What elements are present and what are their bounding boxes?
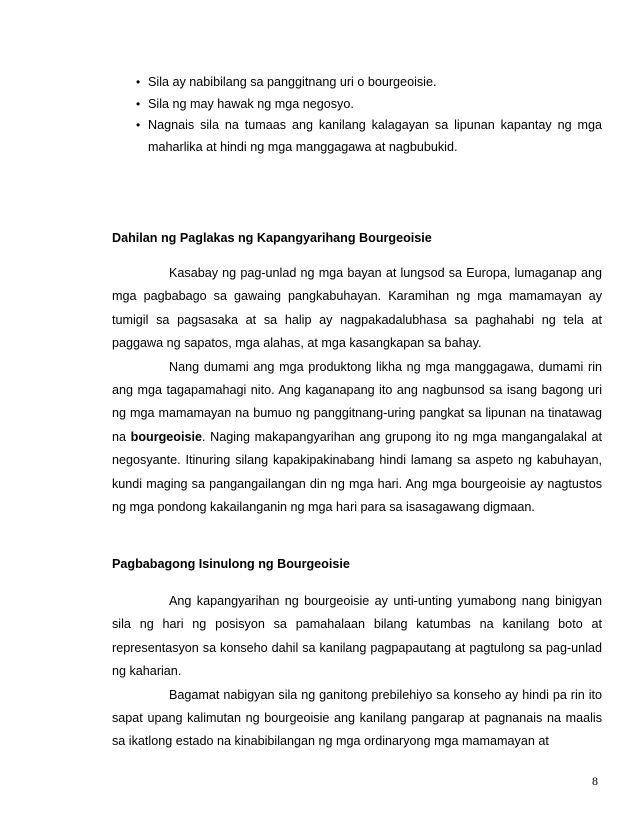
paragraph: Ang kapangyarihan ng bourgeoisie ay unti-unting yumabong nang binigyan sila ng hari ng posisyon sa pamahalaan bilang katumbas na kanilang boto at representasyon sa konseho dahil sa kanilang pagpapautang at pagtulong sa pag-unlad ng kaharian. <box>112 594 602 679</box>
section-heading: Pagbabagong Isinulong ng Bourgeoisie <box>112 557 350 571</box>
bullet-text: Nagnais sila na tumaas ang kanilang kalagayan sa lipunan kapantay ng mga maharlika at hindi ng mga manggagawa at nagbubukid. <box>148 118 602 154</box>
list-item <box>136 72 602 94</box>
list-item <box>136 94 602 116</box>
section-heading: Dahilan ng Paglakas ng Kapangyarihang Bourgeoisie <box>112 231 432 245</box>
paragraph-text: Nang dumami ang mga produktong likha ng mga manggagawa, dumami rin ang mga tagapamahagi nito. Ang kaganapang ito ang nagbunsod sa isang bagong uri ng mga mamamayan na bumuo ng panggitnang-uring pangkat sa lipunan na tinatawag na <box>112 359 602 444</box>
list-item <box>136 115 602 158</box>
paragraph <box>112 356 602 520</box>
paragraph-text: . Naging makapangyarihan ang grupong ito ng mga mangangalakal at negosyante. Itinuring silang kapakipakinabang hindi lamang sa aspeto ng kabuhayan, kundi maging sa pangangailangan din ng mga hari. Ang mga bourgeoisie ay nagtustos ng mga pondong kakailanganin ng mga hari para sa isasagawang digmaan. <box>112 429 602 515</box>
section-body <box>112 590 602 754</box>
paragraph: Bagamat nabigyan sila ng ganitong prebilehiyo sa konseho ay hindi pa rin ito sapat upang kalimutan ng bourgeoisie ang kanilang pangarap at pagnanais na maalis sa ikatlong estado na kinabibilangan ng mga ordinaryong mga mamamayan at <box>112 687 602 749</box>
bullet-icon: • <box>136 75 141 89</box>
bullet-text: Sila ay nabibilang sa panggitnang uri o bourgeoisie. <box>148 75 437 89</box>
bullet-list <box>136 72 602 158</box>
section-body <box>112 262 602 519</box>
bullet-icon: • <box>136 118 141 132</box>
bullet-text: Sila ng may hawak ng mga negosyo. <box>148 96 354 111</box>
bullet-icon: • <box>136 96 141 111</box>
paragraph: Kasabay ng pag-unlad ng mga bayan at lungsod sa Europa, lumaganap ang mga pagbabago sa gawaing pangkabuhayan. Karamihan ng mga mamamayan ay tumigil sa pagsasaka at sa halip ay nagpakadalubhasa sa paghahabi ng tela at paggawa ng sapatos, mga alahas, at mga kasangkapan sa bahay. <box>112 266 602 351</box>
page-number: 8 <box>592 774 598 788</box>
bold-term: bourgeoisie <box>130 429 202 444</box>
